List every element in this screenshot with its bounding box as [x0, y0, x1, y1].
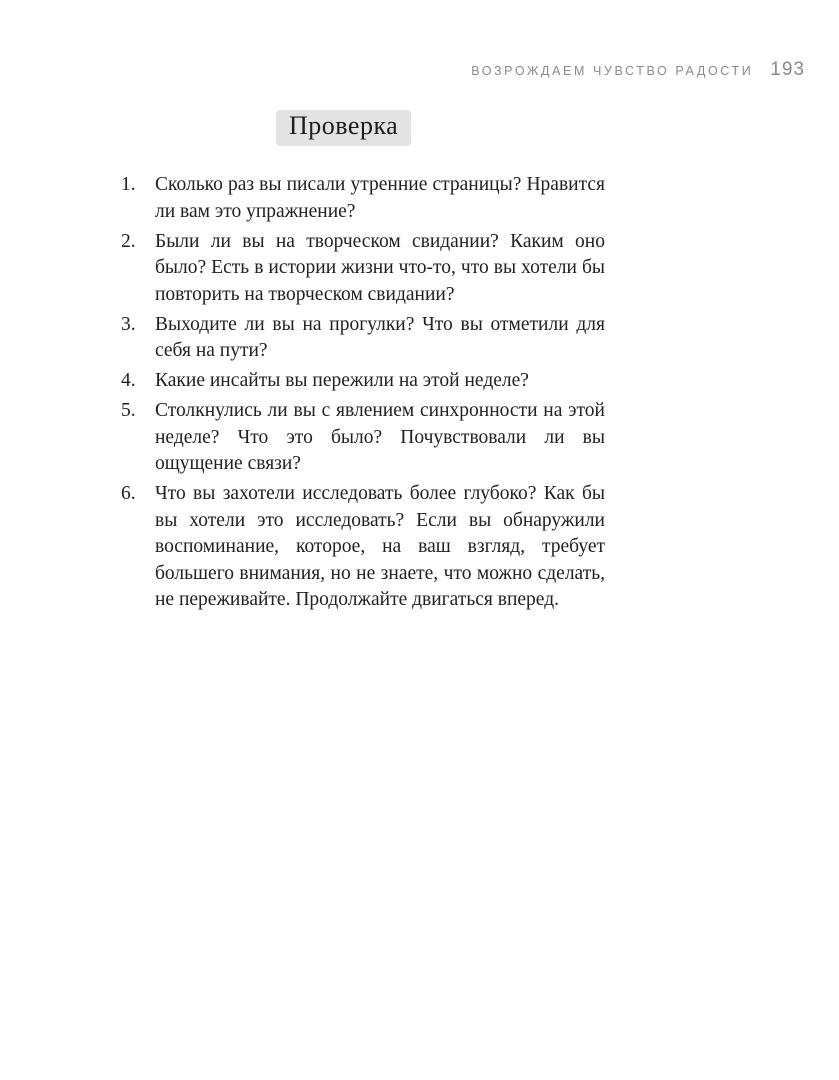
- page-number: 193: [770, 59, 805, 80]
- item-number: 5.: [121, 400, 136, 421]
- item-text: Сколько раз вы писали утренние страницы? Нравится ли вам это упражнение?: [155, 174, 605, 222]
- item-text: Какие инсайты вы пережили на этой неделе?: [155, 370, 529, 391]
- checklist-item: [121, 368, 605, 395]
- running-head: ВОЗРОЖДАЕМ ЧУВСТВО РАДОСТИ: [471, 64, 754, 78]
- checklist-item: [121, 398, 605, 478]
- item-number: 1.: [121, 174, 136, 195]
- item-number: 2.: [121, 230, 136, 252]
- checklist: [121, 172, 605, 617]
- item-text: Столкнулись ли вы с явлением синхронности на этой неделе? Что это было? Почувствовали ли вы ощущение связи?: [155, 400, 605, 474]
- checklist-item: [121, 229, 605, 309]
- section-title: Проверка: [289, 111, 399, 140]
- item-text: Были ли вы на творческом свидании? Каким оно было? Есть в истории жизни что-то, что вы хотели бы повторить на творческом свидании?: [155, 230, 605, 305]
- item-number: 4.: [121, 370, 136, 391]
- item-text: Выходите ли вы на прогулки? Что вы отметили для себя на пути?: [155, 313, 605, 361]
- item-number: 6.: [121, 483, 136, 504]
- section-title-badge: [276, 110, 411, 146]
- checklist-item: [121, 312, 605, 365]
- page-header: [471, 59, 805, 81]
- item-text: Что вы захотели исследовать более глубоко? Как бы вы хотели это исследовать? Если вы обнаружили воспоминание, которое, на ваш взгляд, требует большего внимания, но не знаете, что можно сделать, не переживайте. Продолжайте двигаться вперед.: [155, 483, 605, 610]
- checklist-item: [121, 172, 605, 225]
- item-number: 3.: [121, 313, 136, 335]
- checklist-item: [121, 481, 605, 614]
